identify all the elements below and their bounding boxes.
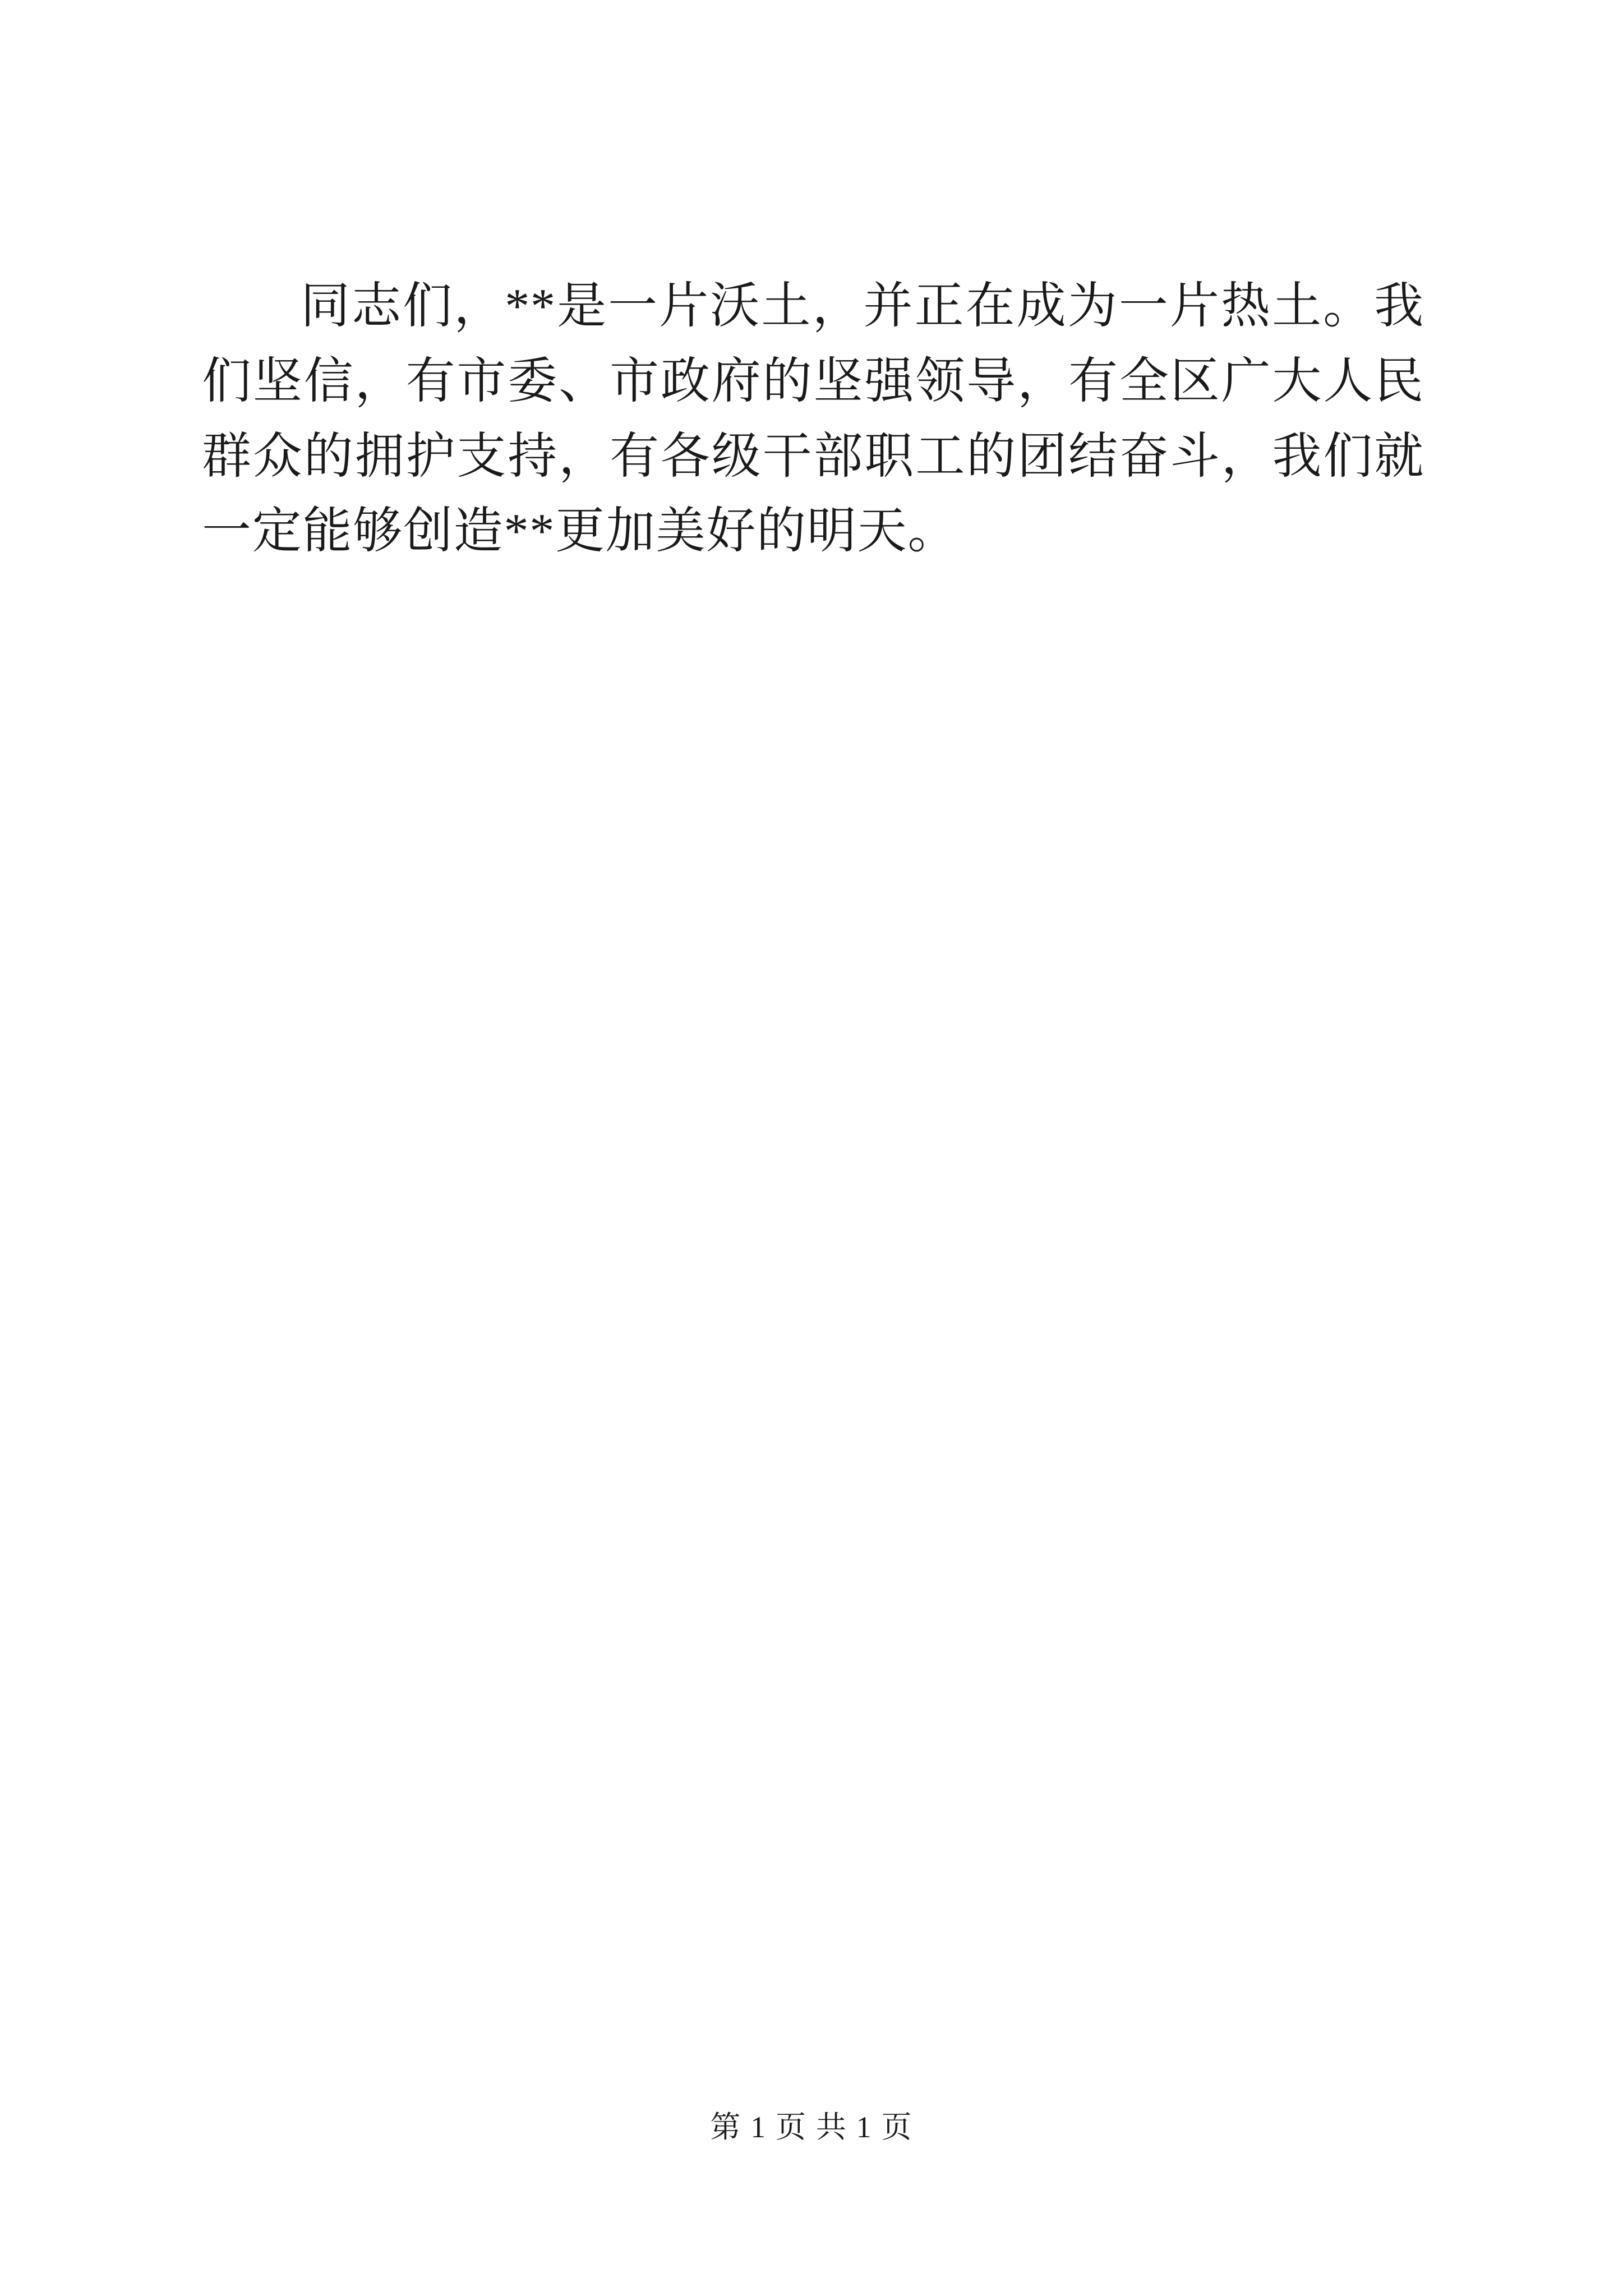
page-footer xyxy=(0,2109,1623,2146)
body-paragraph: 同志们，**是一片沃土，并正在成为一片热土。我们坚信，有市委、市政府的坚强领导，有全区广大人民群众的拥护支持，有各级干部职工的团结奋斗，我们就一定能够创造**更加美好的明天。 xyxy=(202,279,1424,559)
page-number-label: 第 1 页 共 1 页 xyxy=(710,2110,913,2144)
document-body xyxy=(202,269,1424,569)
